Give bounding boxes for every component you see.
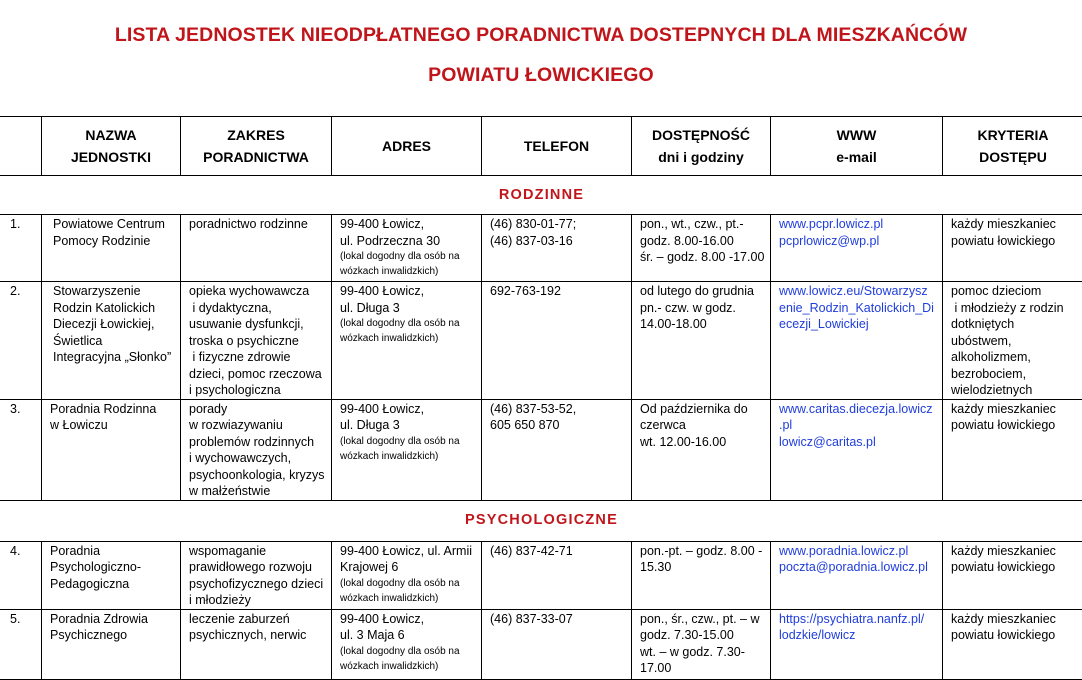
phone-line: 605 650 870 <box>490 417 631 434</box>
criteria-line: i młodzieży z rodzin <box>951 300 1082 317</box>
address-line: 99-400 Łowicz, <box>340 401 481 418</box>
scope-line: dzieci, pomoc rzeczowa <box>189 366 331 383</box>
cell-scope <box>181 215 332 282</box>
cell-www-email <box>771 541 943 609</box>
row-number: 4. <box>0 541 42 609</box>
cell-address <box>332 609 482 679</box>
scope-line: problemów rodzinnych <box>189 434 331 451</box>
row-number: 2. <box>0 282 42 400</box>
address-note-line: wózkach inwalidzkich) <box>340 331 481 346</box>
header-row <box>0 117 1082 176</box>
criteria-line: powiatu łowickiego <box>951 627 1082 644</box>
scope-line: opieka wychowawcza <box>189 283 331 300</box>
website-link[interactable]: https://psychiatra.nanfz.pl/ <box>779 611 942 628</box>
hours-line: godz. 8.00-16.00 <box>640 233 770 250</box>
criteria-line: każdy mieszkaniec <box>951 401 1082 418</box>
link-group <box>779 543 942 576</box>
address-line: ul. Długa 3 <box>340 300 481 317</box>
scope-line: i fizyczne zdrowie <box>189 349 331 366</box>
table-row <box>0 282 1082 400</box>
website-link[interactable]: www.lowicz.eu/Stowarzysz <box>779 283 942 300</box>
cell-scope <box>181 541 332 609</box>
scope-line: w małżeństwie <box>189 483 331 500</box>
cell-scope <box>181 399 332 500</box>
scope-line: w rozwiazywaniu <box>189 417 331 434</box>
unit-name-line: Psychicznego <box>50 627 180 644</box>
hours-line: pon., wt., czw., pt.- <box>640 216 770 233</box>
document-title-line-2: POWIATU ŁOWICKIEGO <box>0 64 1082 87</box>
cell-criteria <box>943 282 1082 400</box>
address-line: ul. Długa 3 <box>340 417 481 434</box>
unit-name-line: Psychologiczno- <box>50 559 180 576</box>
cell-hours <box>632 541 771 609</box>
section-title-psychologiczne: PSYCHOLOGICZNE <box>0 500 1082 541</box>
phone-line: (46) 837-03-16 <box>490 233 631 250</box>
criteria-line: dotkniętych <box>951 316 1082 333</box>
email-link[interactable]: lowicz@caritas.pl <box>779 434 942 451</box>
cell-www-email <box>771 282 943 400</box>
scope-line: i dydaktyczna, <box>189 300 331 317</box>
hours-line: pon.-pt. – godz. 8.00 - <box>640 543 770 560</box>
criteria-line: powiatu łowickiego <box>951 559 1082 576</box>
unit-name-line: w Łowiczu <box>50 417 180 434</box>
units-table <box>0 116 1082 680</box>
link-group <box>779 216 942 249</box>
cell-phone <box>482 541 632 609</box>
address-line: 99-400 Łowicz, <box>340 611 481 628</box>
hours-line: czerwca <box>640 417 770 434</box>
header-kryteria: KRYTERIA DOSTĘPU <box>943 117 1082 176</box>
scope-line: i psychologiczna <box>189 382 331 399</box>
cell-address <box>332 399 482 500</box>
hours-line: 15.30 <box>640 559 770 576</box>
cell-criteria <box>943 215 1082 282</box>
cell-address <box>332 282 482 400</box>
hours-line: śr. – godz. 8.00 -17.00 <box>640 249 770 266</box>
unit-name-line: Diecezji Łowickiej, <box>53 316 180 333</box>
criteria-line: każdy mieszkaniec <box>951 216 1082 233</box>
website-link[interactable]: www.caritas.diecezja.lowicz <box>779 401 942 418</box>
header-no <box>0 117 42 176</box>
website-link[interactable]: www.pcpr.lowicz.pl <box>779 216 942 233</box>
hours-line: 17.00 <box>640 660 770 677</box>
address-note-line: wózkach inwalidzkich) <box>340 264 481 279</box>
address-line: Krajowej 6 <box>340 559 481 576</box>
phone-line: (46) 837-33-07 <box>490 611 631 628</box>
cell-scope <box>181 609 332 679</box>
cell-hours <box>632 215 771 282</box>
scope-line: porady <box>189 401 331 418</box>
hours-line: pn.- czw. w godz. <box>640 300 770 317</box>
website-link[interactable]: enie_Rodzin_Katolickich_Di <box>779 300 942 317</box>
scope-line: leczenie zaburzeń <box>189 611 331 628</box>
scope-line: wspomaganie <box>189 543 331 560</box>
unit-name-line: Integracyjna „Słonko” <box>53 349 180 366</box>
cell-hours <box>632 399 771 500</box>
hours-line: od lutego do grudnia <box>640 283 770 300</box>
table-row <box>0 399 1082 500</box>
document-title-line-1: LISTA JEDNOSTEK NIEODPŁATNEGO PORADNICTWA DOSTEPNYCH DLA MIESZKAŃCÓW <box>0 24 1082 47</box>
phone-line: (46) 837-42-71 <box>490 543 631 560</box>
website-link[interactable]: www.poradnia.lowicz.pl <box>779 543 942 560</box>
scope-line: psychoonkologia, kryzys <box>189 467 331 484</box>
cell-criteria <box>943 609 1082 679</box>
section-row-psychologiczne <box>0 500 1082 541</box>
row-number: 1. <box>0 215 42 282</box>
unit-name-line: Świetlica <box>53 333 180 350</box>
link-group <box>779 283 942 333</box>
address-note-line: wózkach inwalidzkich) <box>340 659 481 674</box>
hours-line: Od października do <box>640 401 770 418</box>
cell-phone <box>482 399 632 500</box>
header-telefon: TELEFON <box>482 117 632 176</box>
scope-line: psychicznych, nerwic <box>189 627 331 644</box>
unit-name-line: Poradnia Zdrowia <box>50 611 180 628</box>
scope-line: poradnictwo rodzinne <box>189 216 331 233</box>
cell-unit-name <box>42 399 181 500</box>
address-line: 99-400 Łowicz, <box>340 283 481 300</box>
phone-line: 692-763-192 <box>490 283 631 300</box>
link-group <box>779 611 942 644</box>
criteria-line: każdy mieszkaniec <box>951 611 1082 628</box>
hours-line: pon., śr., czw., pt. – w <box>640 611 770 628</box>
address-note-line: (lokal dogodny dla osób na <box>340 644 481 659</box>
unit-name-line: Poradnia <box>50 543 180 560</box>
header-adres: ADRES <box>332 117 482 176</box>
row-number: 3. <box>0 399 42 500</box>
scope-line: usuwanie dysfunkcji, <box>189 316 331 333</box>
cell-phone <box>482 609 632 679</box>
hours-line: 14.00-18.00 <box>640 316 770 333</box>
cell-scope <box>181 282 332 400</box>
address-line: 99-400 Łowicz, <box>340 216 481 233</box>
section-title-rodzinne: RODZINNE <box>0 176 1082 215</box>
address-note-line: (lokal dogodny dla osób na <box>340 249 481 264</box>
address-note-line: (lokal dogodny dla osób na <box>340 576 481 591</box>
website-link[interactable]: lodzkie/lowicz <box>779 627 942 644</box>
address-line: ul. Podrzeczna 30 <box>340 233 481 250</box>
link-group <box>779 401 942 451</box>
criteria-line: ubóstwem, <box>951 333 1082 350</box>
criteria-line: wielodzietnych <box>951 382 1082 399</box>
unit-name-line: Rodzin Katolickich <box>53 300 180 317</box>
website-link[interactable]: ecezji_Lowickiej <box>779 316 942 333</box>
cell-criteria <box>943 399 1082 500</box>
hours-line: wt. – w godz. 7.30- <box>640 644 770 661</box>
cell-address <box>332 215 482 282</box>
cell-www-email <box>771 215 943 282</box>
cell-unit-name <box>42 282 181 400</box>
unit-name-line: Pedagogiczna <box>50 576 180 593</box>
address-note-line: (lokal dogodny dla osób na <box>340 316 481 331</box>
cell-hours <box>632 609 771 679</box>
cell-unit-name <box>42 609 181 679</box>
cell-www-email <box>771 609 943 679</box>
scope-line: psychofizycznego dzieci <box>189 576 331 593</box>
address-note-line: wózkach inwalidzkich) <box>340 449 481 464</box>
hours-line: godz. 7.30-15.00 <box>640 627 770 644</box>
address-note-line: wózkach inwalidzkich) <box>340 591 481 606</box>
email-link[interactable]: pcprlowicz@wp.pl <box>779 233 942 250</box>
phone-line: (46) 837-53-52, <box>490 401 631 418</box>
cell-unit-name <box>42 541 181 609</box>
unit-name-line: Stowarzyszenie <box>53 283 180 300</box>
header-nazwa: NAZWA JEDNOSTKI <box>42 117 181 176</box>
table-row <box>0 215 1082 282</box>
row-number: 5. <box>0 609 42 679</box>
address-note-line: (lokal dogodny dla osób na <box>340 434 481 449</box>
scope-line: troska o psychiczne <box>189 333 331 350</box>
unit-name-line: Pomocy Rodzinie <box>53 233 180 250</box>
address-line: ul. 3 Maja 6 <box>340 627 481 644</box>
section-row-rodzinne <box>0 176 1082 215</box>
criteria-line: powiatu łowickiego <box>951 417 1082 434</box>
cell-www-email <box>771 399 943 500</box>
criteria-line: powiatu łowickiego <box>951 233 1082 250</box>
scope-line: prawidłowego rozwoju <box>189 559 331 576</box>
unit-name-line: Powiatowe Centrum <box>53 216 180 233</box>
criteria-line: bezrobociem, <box>951 366 1082 383</box>
phone-line: (46) 830-01-77; <box>490 216 631 233</box>
cell-hours <box>632 282 771 400</box>
scope-line: i wychowawczych, <box>189 450 331 467</box>
criteria-line: pomoc dzieciom <box>951 283 1082 300</box>
header-zakres: ZAKRES PORADNICTWA <box>181 117 332 176</box>
cell-criteria <box>943 541 1082 609</box>
cell-unit-name <box>42 215 181 282</box>
email-link[interactable]: poczta@poradnia.lowicz.pl <box>779 559 942 576</box>
cell-phone <box>482 215 632 282</box>
address-line: 99-400 Łowicz, ul. Armii <box>340 543 481 560</box>
unit-name-line: Poradnia Rodzinna <box>50 401 180 418</box>
cell-address <box>332 541 482 609</box>
website-link[interactable]: .pl <box>779 417 942 434</box>
hours-line: wt. 12.00-16.00 <box>640 434 770 451</box>
table-row <box>0 609 1082 679</box>
cell-phone <box>482 282 632 400</box>
table-row <box>0 541 1082 609</box>
header-www: WWW e-mail <box>771 117 943 176</box>
criteria-line: każdy mieszkaniec <box>951 543 1082 560</box>
header-dostepnosc: DOSTĘPNOŚĆ dni i godziny <box>632 117 771 176</box>
criteria-line: alkoholizmem, <box>951 349 1082 366</box>
scope-line: i młodzieży <box>189 592 331 609</box>
